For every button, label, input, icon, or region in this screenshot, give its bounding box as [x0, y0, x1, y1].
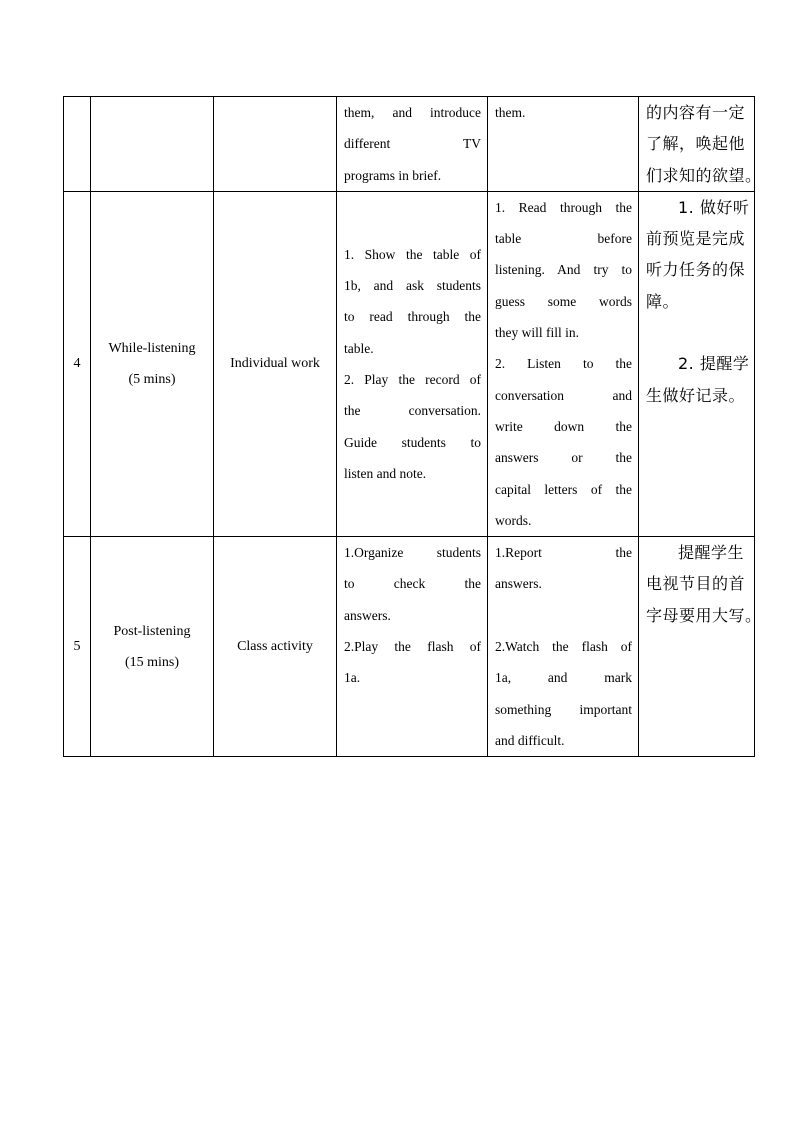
student-activity-cell: [488, 191, 639, 536]
text-line: 字母要用大写。: [646, 605, 762, 625]
teacher-activity-cell: [337, 191, 488, 536]
step-name-cell: [91, 97, 214, 192]
step-duration: (5 mins): [128, 372, 176, 388]
activity-form-cell: [214, 97, 337, 192]
text-line: programs in brief.: [344, 167, 442, 183]
text-line: 1. Show the table of: [344, 246, 481, 262]
text-line: to check the: [344, 576, 481, 592]
text-line: 们求知的欲望。: [646, 165, 762, 185]
text-line: 1a.: [344, 670, 361, 686]
step-name: While-listening: [108, 341, 196, 357]
text-line: conversation and: [495, 387, 632, 403]
step-name-cell: [91, 537, 214, 757]
text-line: 了解，唤起他: [646, 134, 746, 154]
text-line: 1. Read through the: [495, 199, 632, 215]
text-line: 2.Play the flash of: [344, 639, 481, 655]
text-line: Guide students to: [344, 434, 481, 450]
text-line: 1a, and mark: [495, 670, 632, 686]
text-line: 2. Play the record of: [344, 372, 481, 388]
activity-form: Class activity: [237, 638, 313, 654]
text-line: 1b, and ask students: [344, 278, 481, 294]
text-line: 的内容有一定: [646, 103, 746, 122]
activity-form-cell: [214, 191, 337, 536]
step-name-cell: [91, 191, 214, 536]
purpose-cell: [639, 191, 755, 536]
text-line: table before: [495, 231, 632, 247]
text-line: the conversation.: [344, 403, 481, 419]
text-line: table.: [344, 340, 374, 356]
student-activity-cell: [488, 537, 639, 757]
step-number-cell: 4: [64, 191, 91, 536]
purpose-cell: [639, 97, 762, 192]
step-duration: (15 mins): [124, 654, 180, 670]
text-line: they will fill in.: [495, 325, 579, 341]
activity-form-cell: [214, 537, 337, 757]
lesson-plan-table: [63, 96, 762, 757]
text-line: listening. And try to: [495, 262, 632, 278]
text-line: words.: [495, 512, 532, 528]
text-line: 提醒学生: [678, 543, 745, 563]
table-row: [64, 537, 755, 757]
text-line: 生做好记录。: [646, 385, 746, 405]
text-line: them, and introduce: [344, 105, 481, 120]
text-line: to read through the: [344, 309, 481, 325]
text-line: 障。: [646, 291, 680, 311]
text-line: 1.Report the: [495, 545, 632, 561]
text-line: and difficult.: [495, 732, 565, 748]
purpose-cell: [639, 537, 762, 757]
student-activity-cell: [488, 97, 639, 192]
table-row: [64, 97, 755, 192]
text-line: answers.: [495, 576, 542, 592]
text-line: something important: [495, 701, 632, 717]
activity-form: Individual work: [230, 356, 320, 372]
text-line: 电视节目的首: [646, 574, 746, 594]
step-name: Post-listening: [113, 623, 191, 639]
text-line: 1. 做好听: [678, 197, 750, 217]
text-line: answers or the: [495, 450, 632, 466]
step-number-cell: [64, 97, 91, 192]
text-line: write down the: [495, 418, 632, 434]
text-line: 前预览是完成: [646, 229, 746, 249]
text-line: 2. 提醒学: [678, 354, 750, 374]
text-line: 1.Organize students: [344, 545, 481, 561]
step-number-cell: 5: [64, 537, 91, 757]
text-line: listen and note.: [344, 465, 427, 481]
table-row: [64, 191, 755, 536]
text-line: answers.: [344, 607, 391, 623]
teacher-activity-cell: [337, 97, 488, 192]
text-line: 2. Listen to the: [495, 356, 632, 372]
teacher-activity-cell: [337, 537, 488, 757]
text-line: 听力任务的保: [646, 260, 746, 280]
text-line: guess some words: [495, 293, 632, 309]
text-line: them.: [495, 105, 526, 120]
text-line: different TV: [344, 136, 481, 152]
text-line: 2.Watch the flash of: [495, 639, 632, 655]
text-line: capital letters of the: [495, 481, 632, 497]
